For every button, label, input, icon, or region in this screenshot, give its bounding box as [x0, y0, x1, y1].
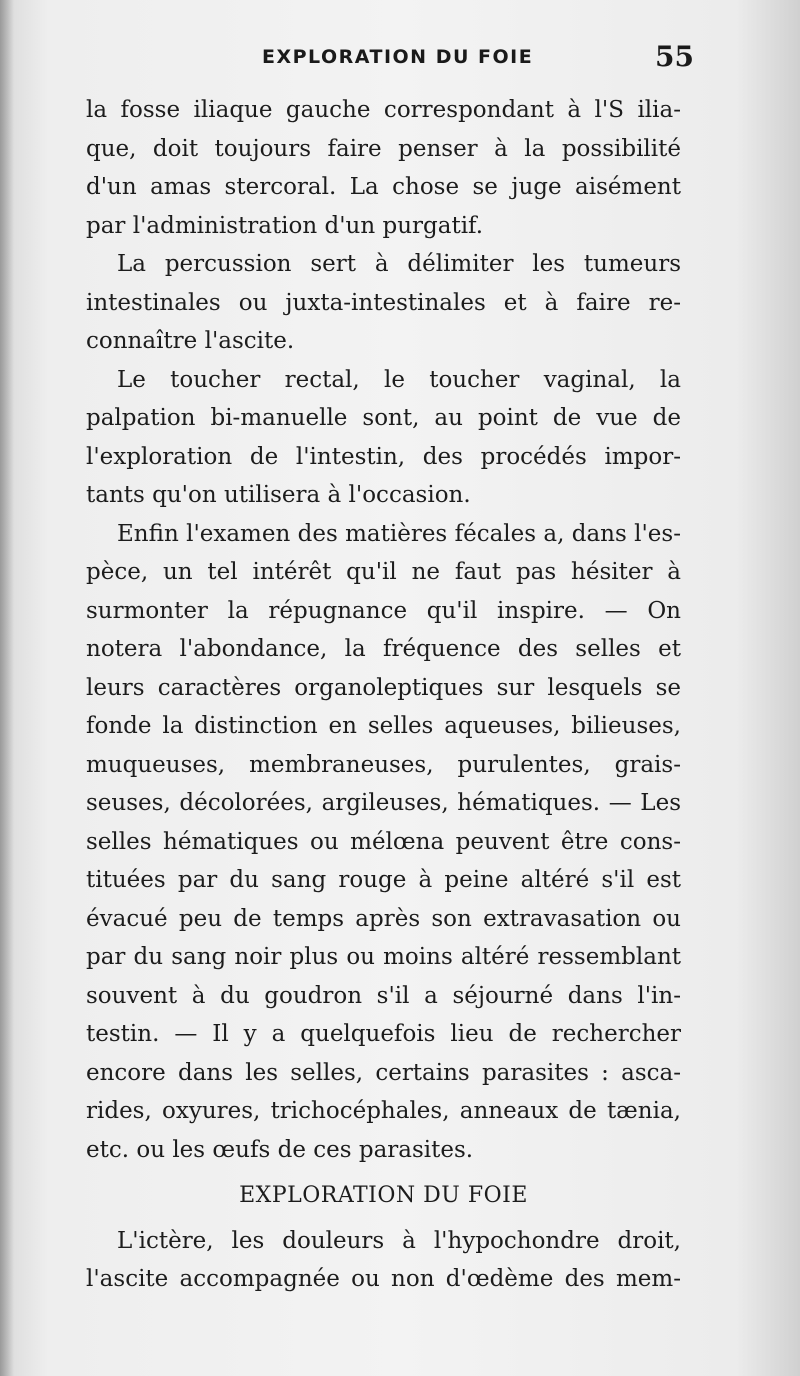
text-line: surmonter la répugnance qu'il inspire. — On	[86, 597, 681, 624]
text-line: par l'administration d'un purgatif.	[86, 212, 484, 239]
text-line: par du sang noir plus ou moins altéré ressemblant	[86, 944, 681, 970]
text-line: intestinales ou juxta-intestinales et à faire re-	[86, 289, 681, 316]
text-line: que, doit toujours faire penser à la possibilité	[86, 135, 681, 162]
running-head: EXPLORATION DU FOIE	[262, 46, 534, 68]
text-line: tants qu'on utilisera à l'occasion.	[86, 482, 471, 508]
text-line: etc. ou les œufs de ces parasites.	[86, 1136, 474, 1163]
text-line: muqueuses, membraneuses, purulentes, grais-	[86, 751, 681, 778]
text-line-underlined: selles hématiques ou mélœna peuvent être cons-	[86, 828, 681, 855]
page-header	[0, 40, 800, 78]
text-line: La percussion sert à délimiter les tumeurs	[117, 251, 681, 277]
text-line: Le toucher rectal, le toucher vaginal, la	[117, 366, 681, 393]
text-line: encore dans les selles, certains parasites : asca-	[86, 1059, 681, 1086]
text-line: d'un amas stercoral. La chose se juge aisément	[86, 174, 681, 200]
text-line: l'exploration de l'intestin, des procédés impor-	[86, 443, 681, 470]
text-line: rides, oxyures, trichocéphales, anneaux de tænia,	[86, 1098, 681, 1124]
text-line: évacué peu de temps après son extravasation ou	[86, 905, 681, 932]
text-line: la fosse iliaque gauche correspondant à l'S ilia-	[86, 97, 681, 123]
text-line: connaître l'ascite.	[86, 328, 295, 354]
body-text	[86, 91, 681, 1299]
text-line: tituées par du sang rouge à peine altéré s'il est	[86, 867, 681, 893]
text-line: testin. — Il y a quelquefois lieu de rechercher	[86, 1021, 681, 1047]
text-line: souvent à du goudron s'il a séjourné dans l'in-	[86, 982, 681, 1009]
section-heading: EXPLORATION DU FOIE	[239, 1183, 528, 1208]
text-line: fonde la distinction en selles aqueuses, bilieuses,	[86, 713, 681, 739]
page-number: 55	[655, 40, 694, 73]
text-line: notera l'abondance, la fréquence des selles et	[86, 636, 681, 662]
page-edge-shadow	[0, 0, 14, 1376]
text-line: leurs caractères organoleptiques sur lesquels se	[86, 674, 681, 701]
text-line: seuses, décolorées, argileuses, hématiques. — Les	[86, 790, 681, 816]
text-line: pèce, un tel intérêt qu'il ne faut pas hésiter à	[86, 559, 681, 585]
text-line: palpation bi-manuelle sont, au point de vue de	[86, 405, 681, 431]
text-line: Enfin l'examen des matières fécales a, dans l'es-	[117, 520, 681, 547]
text-line: l'ascite accompagnée ou non d'œdème des mem-	[86, 1266, 681, 1292]
text-line: L'ictère, les douleurs à l'hypochondre droit,	[117, 1227, 681, 1254]
